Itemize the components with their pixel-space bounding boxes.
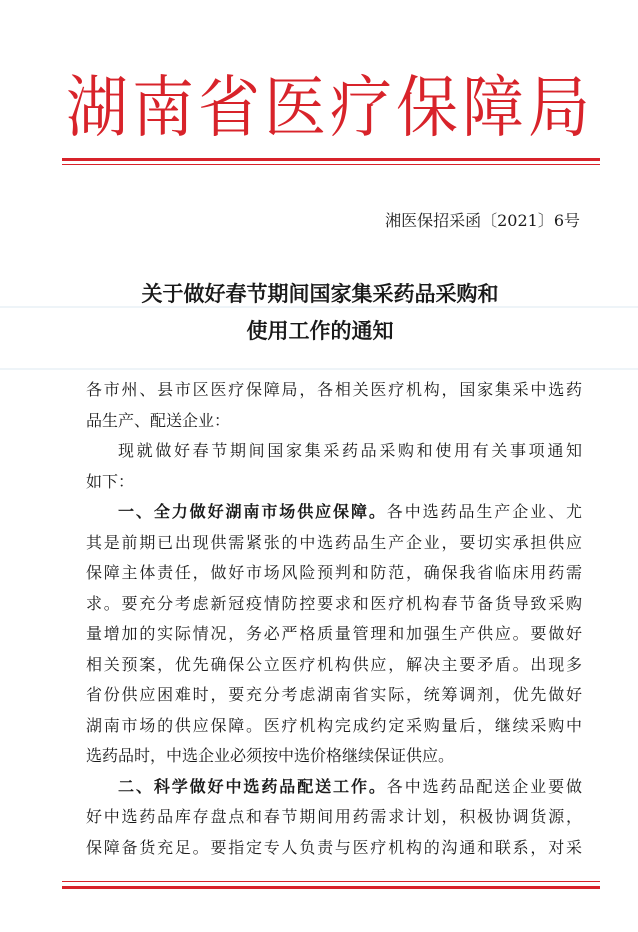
paragraph-line: 其是前期已出现供需紧张的中选药品生产企业，要切实承担供应	[86, 532, 582, 552]
addressee-line-2: 品生产、配送企业：	[86, 410, 231, 430]
letterhead-rule-thin	[62, 164, 600, 165]
addressee-line-1: 各市州、县市区医疗保障局，各相关医疗机构，国家集采中选药	[86, 380, 582, 399]
paragraph-line: 求。要充分考虑新冠疫情防控要求和医疗机构春节备货导致采购	[86, 593, 582, 613]
paragraph-line: 好中选药品库存盘点和春节期间用药需求计划，积极协调货源，	[86, 807, 582, 826]
paragraph-line: 湖南市场的供应保障。医疗机构完成约定采购量后，继续采购中	[86, 715, 582, 735]
footer-rule-thick	[62, 886, 600, 889]
scan-stripe	[0, 368, 638, 370]
section-1-text: 各中选药品生产企业、尤	[386, 502, 582, 521]
section-1-first-line	[86, 497, 582, 528]
footer-rule-thin	[62, 881, 600, 882]
document-title-line-1: 关于做好春节期间国家集采药品采购和	[141, 282, 499, 306]
section-1-heading: 一、全力做好湖南市场供应保障。	[118, 502, 387, 521]
document-title-line-2: 使用工作的通知	[246, 319, 394, 343]
letterhead-rule-thick	[62, 158, 600, 161]
paragraph-line: 省份供应困难时，要充分考虑湖南省实际，统筹调剂，优先做好	[86, 685, 582, 704]
paragraph-line: 相关预案，优先确保公立医疗机构供应，解决主要矛盾。出现多	[86, 654, 582, 674]
paragraph-line: 选药品时，中选企业必须按中选价格继续保证供应。	[86, 746, 455, 765]
section-2-heading: 二、科学做好中选药品配送工作。	[118, 776, 387, 796]
paragraph-line: 保障备货充足。要指定专人负责与医疗机构的沟通和联系，对采	[86, 837, 582, 857]
scan-stripe	[0, 306, 638, 308]
paragraph-line: 保障主体责任，做好市场风险预判和防范，确保我省临床用药需	[86, 563, 582, 582]
paragraph-line: 量增加的实际情况，务必严格质量管理和加强生产供应。要做好	[86, 624, 582, 643]
intro-line-2: 如下：	[86, 471, 135, 491]
intro-line-1: 现就做好春节期间国家集采药品采购和使用有关事项通知	[118, 441, 582, 460]
section-2-text: 各中选药品配送企业要做	[386, 776, 582, 796]
section-2-first-line	[86, 772, 582, 803]
document-number: 湘医保招采函〔2021〕6号	[385, 211, 580, 230]
document-body	[86, 375, 582, 863]
letterhead-org-name: 湖南省医疗保障局	[65, 68, 594, 147]
